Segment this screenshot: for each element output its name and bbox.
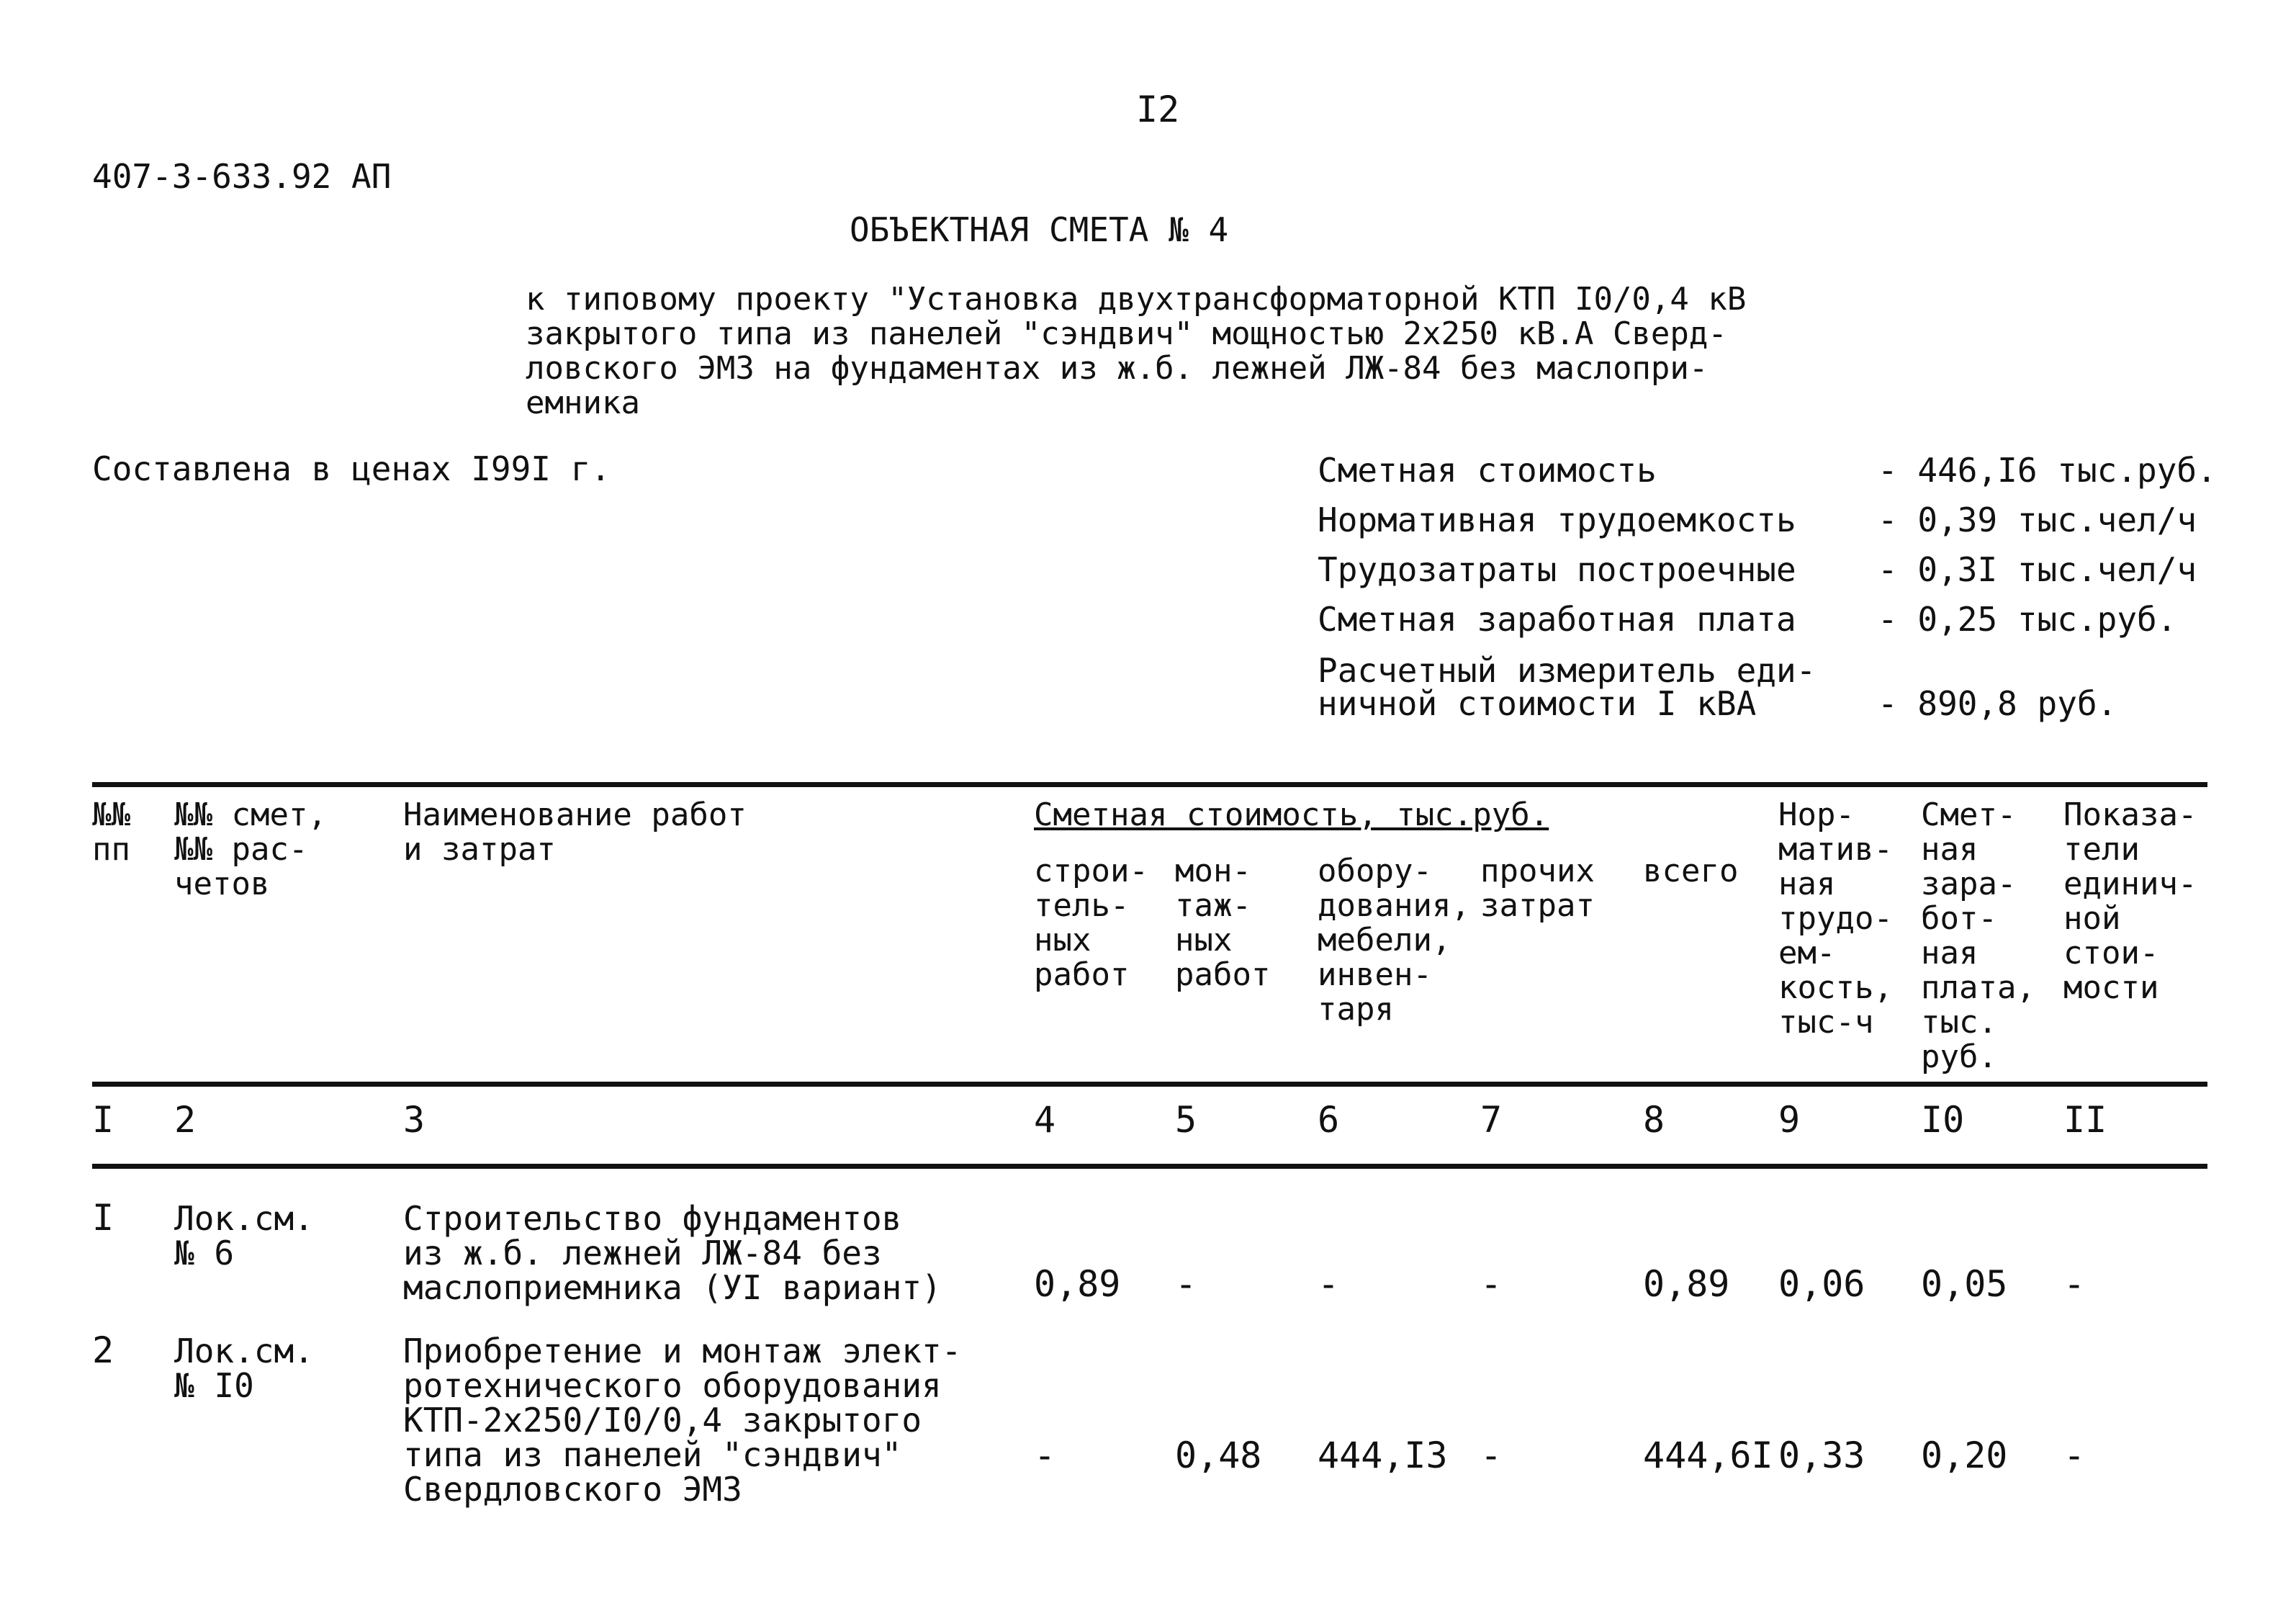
row-number: 2 bbox=[92, 1329, 114, 1371]
header-c1: №№ пп bbox=[92, 796, 130, 868]
column-number: II bbox=[2063, 1099, 2107, 1141]
prices-note: Составлена в ценах I99I г. bbox=[92, 449, 611, 488]
summary-value: - 0,39 тыс.чел/ч bbox=[1878, 500, 2197, 539]
cell-unit-index: - bbox=[2063, 1435, 2086, 1476]
cell-other: - bbox=[1480, 1435, 1503, 1476]
cell-unit-index: - bbox=[2063, 1263, 2086, 1305]
cell-wages: 0,05 bbox=[1921, 1263, 2008, 1305]
cell-total: 444,6I bbox=[1643, 1435, 1773, 1476]
subtitle-line: к типовому проекту "Установка двухтрансформаторной КТП I0/0,4 кВ bbox=[526, 281, 1747, 318]
summary-label: Сметная стоимость bbox=[1318, 451, 1657, 490]
cell-installation: - bbox=[1175, 1263, 1197, 1305]
summary-value: - 446,I6 тыс.руб. bbox=[1878, 451, 2217, 490]
summary-value: - 0,3I тыс.чел/ч bbox=[1878, 550, 2197, 589]
header-c5: мон- таж- ных работ bbox=[1175, 853, 1271, 993]
summary-value: - 0,25 тыс.руб. bbox=[1878, 600, 2177, 639]
column-number: 6 bbox=[1318, 1099, 1340, 1141]
subtitle-line: емника bbox=[526, 385, 640, 421]
header-c11: Показа- тели единич- ной стои- мости bbox=[2063, 796, 2197, 1006]
header-c7: прочих затрат bbox=[1480, 853, 1595, 924]
cell-other: - bbox=[1480, 1263, 1503, 1305]
header-bottom-rule bbox=[92, 1082, 2207, 1087]
summary-value: - 890,8 руб. bbox=[1878, 684, 2117, 723]
cell-construction: - bbox=[1034, 1435, 1056, 1476]
summary-label: Нормативная трудоемкость bbox=[1318, 500, 1796, 539]
header-c2: №№ смет, №№ рас- четов bbox=[174, 796, 327, 902]
row-description: Приобретение и монтаж элект- ротехнического оборудования КТП-2х250/I0/0,4 закрытого типа из панелей "сэндвич" Свердловского ЭМЗ bbox=[403, 1332, 962, 1509]
column-number: I0 bbox=[1921, 1099, 1965, 1141]
summary-label: Сметная заработная плата bbox=[1318, 600, 1796, 639]
column-number: 3 bbox=[403, 1099, 426, 1141]
summary-label: Расчетный измеритель еди- bbox=[1318, 651, 1816, 690]
cell-equipment: 444,I3 bbox=[1318, 1435, 1448, 1476]
cell-installation: 0,48 bbox=[1175, 1435, 1262, 1476]
column-number: 4 bbox=[1034, 1099, 1056, 1141]
header-c6: обору- дования, мебели, инвен- таря bbox=[1318, 853, 1470, 1028]
summary-label: ничной стоимости I кВА bbox=[1318, 684, 1757, 723]
subtitle-line: ловского ЭМЗ на фундаментах из ж.б. лежней ЛЖ-84 без маслопри- bbox=[526, 350, 1709, 387]
cell-total: 0,89 bbox=[1643, 1263, 1730, 1305]
document-code: 407-3-633.92 АП bbox=[92, 157, 392, 196]
header-c3: Наименование работ и затрат bbox=[403, 796, 747, 868]
header-c10: Смет- ная зара- бот- ная плата, тыс. руб. bbox=[1921, 796, 2035, 1075]
row-reference: Лок.см. № 6 bbox=[174, 1199, 314, 1272]
subtitle-line: закрытого типа из панелей "сэндвич" мощностью 2х250 кВ.А Сверд- bbox=[526, 315, 1727, 352]
document-title: ОБЪЕКТНАЯ СМЕТА № 4 bbox=[850, 210, 1229, 249]
column-number: I bbox=[92, 1099, 114, 1141]
cell-labor: 0,06 bbox=[1778, 1263, 1865, 1305]
column-number: 5 bbox=[1175, 1099, 1197, 1141]
cell-labor: 0,33 bbox=[1778, 1435, 1865, 1476]
cell-wages: 0,20 bbox=[1921, 1435, 2008, 1476]
column-number: 8 bbox=[1643, 1099, 1665, 1141]
row-description: Строительство фундаментов из ж.б. лежней ЛЖ-84 без маслоприемника (УI вариант) bbox=[403, 1199, 942, 1307]
page-number: I2 bbox=[1136, 89, 1180, 130]
header-c4: строи- тель- ных работ bbox=[1034, 853, 1148, 993]
column-numbers-rule bbox=[92, 1164, 2207, 1169]
header-c9: Нор- матив- ная трудо- ем- кость, тыс-ч bbox=[1778, 796, 1893, 1041]
header-c8: всего bbox=[1643, 853, 1739, 889]
column-number: 9 bbox=[1778, 1099, 1801, 1141]
column-number: 2 bbox=[174, 1099, 197, 1141]
row-number: I bbox=[92, 1197, 114, 1239]
row-reference: Лок.см. № I0 bbox=[174, 1332, 314, 1405]
summary-label: Трудозатраты построечные bbox=[1318, 550, 1796, 589]
cell-equipment: - bbox=[1318, 1263, 1340, 1305]
cell-construction: 0,89 bbox=[1034, 1263, 1121, 1305]
table-top-rule bbox=[92, 782, 2207, 787]
column-number: 7 bbox=[1480, 1099, 1503, 1141]
header-cost-group: Сметная стоимость, тыс.руб. bbox=[1034, 796, 1549, 833]
